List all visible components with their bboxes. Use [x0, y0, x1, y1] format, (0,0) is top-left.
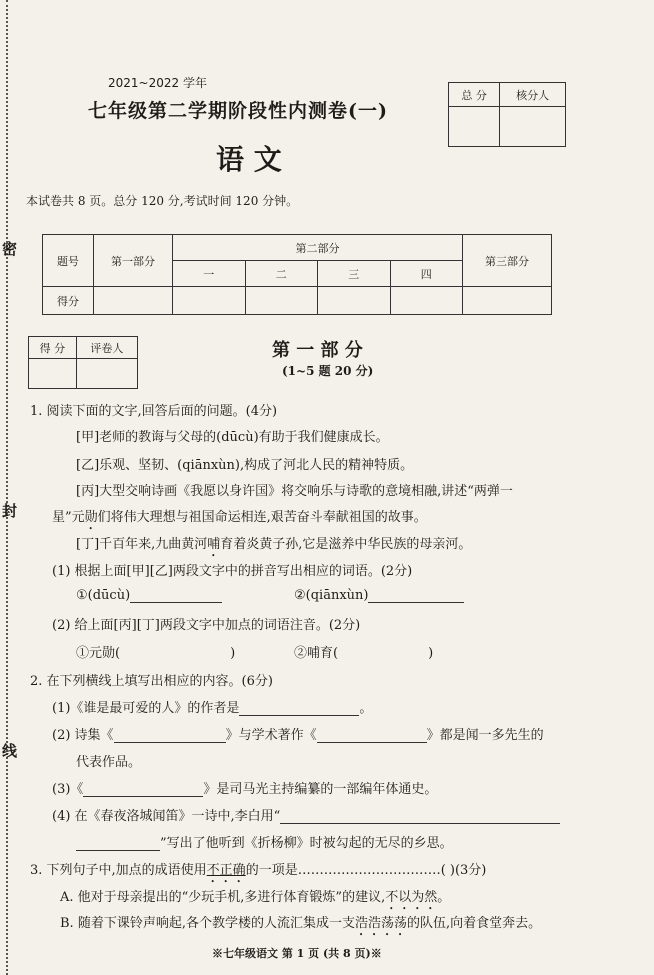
q1-sub1-b: ②(qiānxùn) — [294, 588, 464, 603]
grader-label: 评卷人 — [76, 337, 137, 359]
q1-sub2-b: ②哺育( ) — [294, 646, 434, 661]
exam-instructions: 本试卷共 8 页。总分 120 分,考试时间 120 分钟。 — [26, 194, 299, 208]
grader-name-cell[interactable] — [76, 359, 137, 389]
q1-stem: 1. 阅读下面的文字,回答后面的问题。(4分) — [30, 404, 278, 419]
seal-mark-feng: 封 — [2, 502, 18, 520]
grader-score-label: 得 分 — [29, 337, 77, 359]
q1-sub2: (2) 给上面[丙][丁]两段文字中加点的词语注音。(2分) — [52, 618, 361, 633]
q2-stem: 2. 在下列横线上填写出相应的内容。(6分) — [30, 674, 273, 689]
q2-s3: (3)《 》是司马光主持编纂的一部编年体通史。 — [52, 782, 438, 797]
q1-sub2-a: ①元勋( ) — [76, 646, 236, 661]
score-cell-sub-3[interactable] — [318, 287, 391, 315]
dotted-char: 哺 — [207, 537, 221, 552]
seal-mark-mi: 密 — [2, 240, 18, 258]
q3-option-a[interactable]: A. 他对于母亲提出的“少玩手机,多进行体育锻炼”的建议,不以为然。 — [60, 890, 451, 905]
q1-bing-line2: 星”元勋们将伟大理想与祖国命运相连,艰苦奋斗奉献祖国的故事。 — [52, 510, 427, 525]
q3-option-b[interactable]: B. 随着下课铃声响起,各个教学楼的人流汇集成一支浩浩荡荡的队伍,向着食堂奔去。 — [60, 916, 542, 931]
dotted-idiom: 浩浩荡荡 — [354, 916, 407, 931]
answer-blank[interactable] — [114, 728, 226, 743]
q1-jia: [甲]老师的教诲与父母的(dūcù)有助于我们健康成长。 — [76, 430, 389, 445]
section-subtitle: (1~5 题 20 分) — [282, 364, 374, 378]
checker-label: 核分人 — [500, 83, 566, 107]
subject-title: 语 文 — [216, 143, 282, 176]
score-cell-part1[interactable] — [94, 287, 173, 315]
page-footer: ※七年级语文 第 1 页 (共 8 页)※ — [212, 947, 382, 960]
total-score-label: 总 分 — [449, 83, 500, 107]
score-table-part2: 第二部分 — [173, 235, 463, 261]
q1-sub1-a: ①(dūcù) — [76, 588, 222, 603]
seal-mark-xian: 线 — [2, 742, 18, 760]
q1-sub1: (1) 根据上面[甲][乙]两段文字中的拼音写出相应的词语。(2分) — [52, 564, 413, 579]
q2-s2-b: 代表作品。 — [76, 755, 142, 770]
q3-stem: 3. 下列句子中,加点的成语使用不正确的一项是……………………………( )(3分) — [30, 863, 487, 878]
exam-title: 七年级第二学期阶段性内测卷(一) — [88, 100, 388, 122]
score-cell-sub-4[interactable] — [390, 287, 463, 315]
total-score-cell[interactable] — [449, 107, 500, 147]
q1-ding: [丁]千百年来,九曲黄河哺育着炎黄子孙,它是滋养中华民族的母亲河。 — [76, 537, 472, 552]
q2-s4: (4) 在《春夜洛城闻笛》一诗中,李白用“ — [52, 805, 560, 824]
score-cell-sub-2[interactable] — [245, 287, 318, 315]
school-year: 2021~2022 学年 — [108, 76, 207, 90]
score-table-part3: 第三部分 — [463, 235, 552, 287]
q1-bing-line1: [丙]大型交响诗画《我愿以身许国》将交响乐与诗歌的意境相融,讲述“两弹一 — [76, 484, 513, 499]
score-table-sub-3: 三 — [318, 261, 391, 287]
emphasis-word: 不正确 — [206, 863, 246, 878]
answer-blank[interactable] — [317, 728, 427, 743]
answer-blank[interactable] — [130, 588, 222, 603]
q1-yi: [乙]乐观、坚韧、(qiānxùn),构成了河北人民的精神特质。 — [76, 458, 414, 473]
score-table-score-label: 得分 — [43, 287, 94, 315]
answer-blank[interactable] — [83, 782, 203, 797]
answer-blank[interactable] — [76, 836, 160, 851]
score-table-sub-1: 一 — [173, 261, 246, 287]
grader-box — [28, 336, 138, 389]
answer-blank[interactable] — [239, 701, 359, 716]
total-score-box — [448, 82, 566, 147]
checker-cell[interactable] — [500, 107, 566, 147]
q2-s1: (1)《谁是最可爱的人》的作者是 。 — [52, 701, 373, 716]
score-cell-sub-1[interactable] — [173, 287, 246, 315]
score-table-sub-4: 四 — [390, 261, 463, 287]
section-title: 第 一 部 分 — [272, 340, 363, 361]
q2-s4-b: ”写出了他听到《折杨柳》时被勾起的无尽的乡思。 — [76, 832, 453, 851]
grader-score-cell[interactable] — [29, 359, 77, 389]
binding-line — [6, 0, 8, 975]
score-table-part1: 第一部分 — [94, 235, 173, 287]
dotted-idiom: 不以为然 — [385, 890, 438, 905]
score-table-header-label: 题号 — [43, 235, 94, 287]
score-table-sub-2: 二 — [245, 261, 318, 287]
dotted-char: 勋 — [84, 510, 98, 525]
q2-s2: (2) 诗集《 》与学术著作《 》都是闻一多先生的 — [52, 728, 544, 743]
score-cell-part3[interactable] — [463, 287, 552, 315]
score-table — [42, 234, 552, 315]
answer-blank[interactable] — [368, 588, 464, 603]
answer-blank[interactable] — [280, 809, 560, 824]
